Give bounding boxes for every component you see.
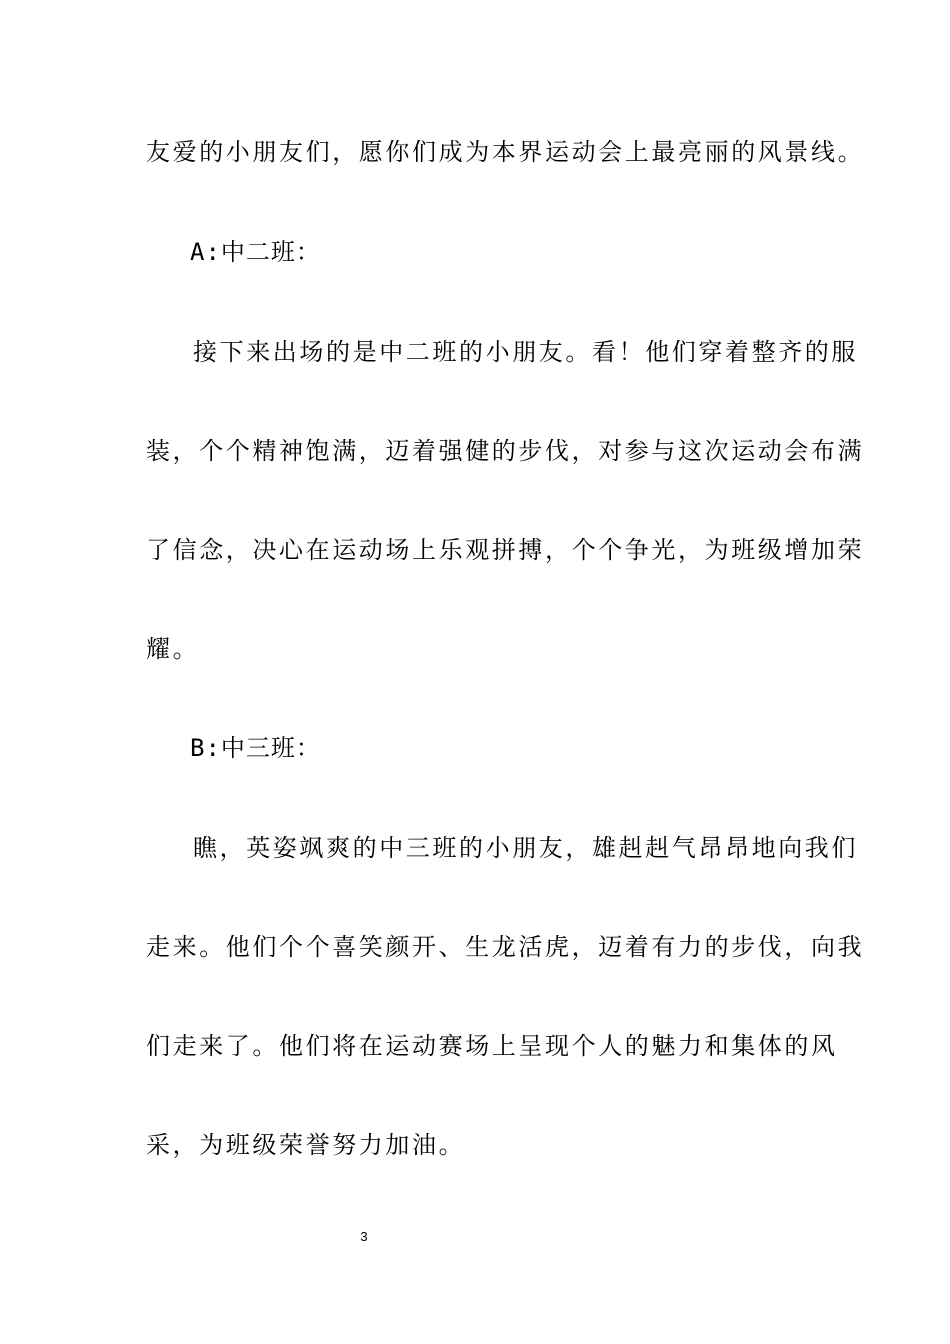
text-line: 友爱的小朋友们，愿你们成为本界运动会上最亮丽的风景线。 bbox=[146, 138, 865, 166]
paragraph-line: 了信念，决心在运动场上乐观拼搏，个个争光，为班级增加荣 bbox=[146, 536, 865, 564]
section-label-a: A:中二班： bbox=[190, 238, 321, 266]
paragraph-line: 走来。他们个个喜笑颜开、生龙活虎，迈着有力的步伐，向我 bbox=[146, 933, 865, 961]
paragraph-line: 接下来出场的是中二班的小朋友。看！他们穿着整齐的服 bbox=[193, 338, 858, 366]
paragraph-line: 装，个个精神饱满，迈着强健的步伐，对参与这次运动会布满 bbox=[146, 437, 865, 465]
paragraph-line: 们走来了。他们将在运动赛场上呈现个人的魅力和集体的风 bbox=[146, 1032, 838, 1060]
page-number: 3 bbox=[360, 1229, 368, 1244]
paragraph-line: 耀。 bbox=[146, 635, 200, 663]
paragraph-line: 瞧，英姿飒爽的中三班的小朋友，雄赳赳气昂昂地向我们 bbox=[193, 834, 858, 862]
paragraph-line: 采，为班级荣誉努力加油。 bbox=[146, 1131, 466, 1159]
section-label-b: B:中三班： bbox=[190, 734, 321, 762]
